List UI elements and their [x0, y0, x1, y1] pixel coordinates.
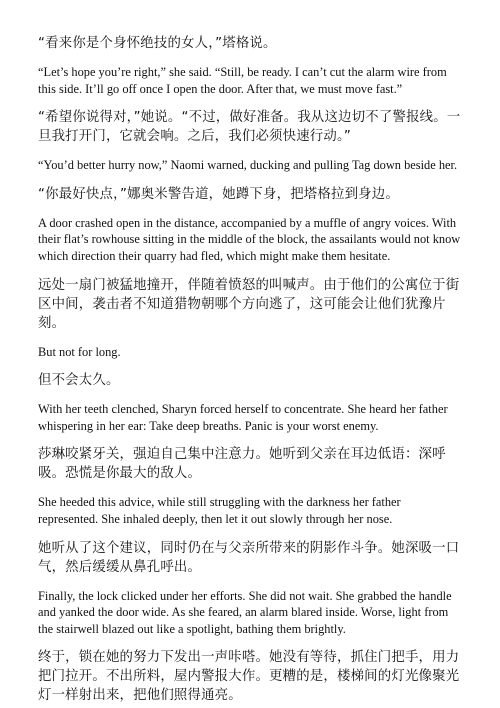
paragraph-zh-4: 远处一扇门被猛地撞开，伴随着愤怒的叫喊声。由于他们的公寓位于街区中间，袭击者不知道猎物朝哪个方向逃了，这可能会让他们犹豫片刻。: [38, 277, 460, 331]
paragraph-zh-8: 终于，锁在她的努力下发出一声咔嗒。她没有等待，抓住门把手，用力把门拉开。不出所料，屋内警报大作。更糟的是，楼梯间的灯光像聚光灯一样射出来，把他们照得通亮。: [38, 650, 460, 704]
paragraph-en-2: “You’d better hurry now,” Naomi warned, ducking and pulling Tag down beside her.: [38, 158, 458, 173]
paragraph-en-5: With her teeth clenched, Sharyn forced herself to concentrate. She heard her father whispering in her ear: Take deep breaths. Panic is your worst enemy.: [38, 402, 448, 433]
paragraph-zh-3: “你最好快点，”娜奥米警告道，她蹲下身，把塔格拉到身边。: [38, 186, 399, 202]
paragraph-zh-2: “希望你说得对，”她说。“不过，做好准备。我从这边切不了警报线。一旦我打开门，它就会响。之后，我们必须快速行动。”: [38, 110, 461, 145]
paragraph-zh-1: “看来你是个身怀绝技的女人，”塔格说。: [38, 36, 277, 51]
paragraph-zh-7: 她听从了这个建议，同时仍在与父亲所带来的阴影作斗争。她深吸一口气，然后缓缓从鼻孔呼出。: [38, 540, 460, 575]
paragraph-en-6: She heeded this advice, while still struggling with the darkness her father represented. She inhaled deeply, then let it out slowly through her nose.: [38, 495, 401, 526]
paragraph-en-4: But not for long.: [38, 344, 121, 359]
paragraph-en-3: A door crashed open in the distance, accompanied by a muffle of angry voices. With their flat’s rowhouse sitting in the middle of the block, the assailants would not know which direction their quarry had fled, which might make them hesitate.: [38, 215, 461, 263]
paragraph-zh-6: 莎琳咬紧牙关，强迫自己集中注意力。她听到父亲在耳边低语：深呼吸。恐慌是你最大的敌人。: [38, 447, 446, 482]
paragraph-en-1: “Let’s hope you’re right,” she said. “Still, be ready. I can’t cut the alarm wire from this side. It’ll go off once I open the door. After that, we must move fast.”: [38, 65, 447, 96]
paragraph-zh-5: 但不会太久。: [38, 373, 120, 389]
paragraph-en-7: Finally, the lock clicked under her efforts. She did not wait. She grabbed the handle and yanked the door wide. As she feared, an alarm blared inside. Worse, light from the stairwell blazed out like a spotlight, bathing them brightly.: [38, 588, 452, 636]
